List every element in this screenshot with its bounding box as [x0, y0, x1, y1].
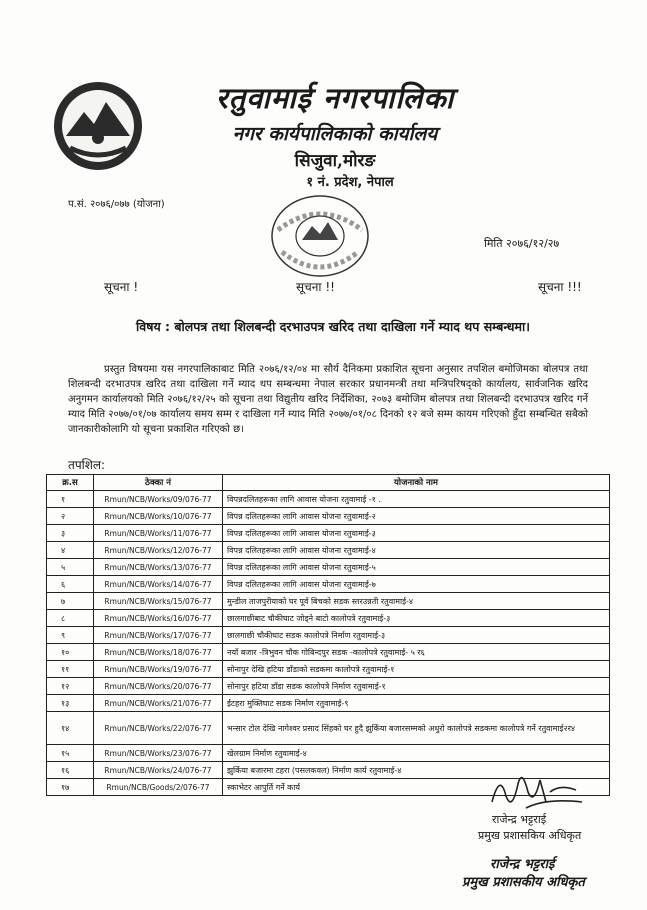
row-project-name: छालगाछीबाट चौकीघाट जोड्ने बाटो कालोपत्रे रतुवामाई-३	[223, 610, 610, 627]
municipality-name: रतुवामाई नगरपालिका	[215, 81, 455, 115]
signatory-title: प्रमुख प्रशासकिय अधिकृत	[478, 829, 582, 842]
row-project-name: सोनापुर देखि हटिया डाँडाको सडकमा कालोपत्रे रतुवामाई-१	[223, 661, 610, 678]
row-contract-number: Rmun/NCB/Works/15/076-77	[94, 593, 223, 610]
row-project-name: ईटहरा मुक्तिघाट सडक निर्माण रतुवामाई-९	[223, 695, 610, 712]
table-row	[47, 593, 610, 610]
row-project-name: मुन्डील ताजपुरीयाको घर पूर्व बिचको सडक स्तरउन्नती रतुवामाई-४	[223, 593, 610, 610]
header-project-name: योजनाको नाम	[223, 475, 610, 491]
row-serial: १४	[47, 712, 94, 745]
details-label: तपशिल:	[68, 458, 106, 472]
row-contract-number: Rmun/NCB/Works/13/076-77	[94, 559, 223, 576]
works-table	[46, 474, 610, 796]
row-project-name: भन्सार टोल देखि नागेश्वर प्रसाद सिंहको घर हुदै झुर्किया बजारसम्मको अधुरो कालोपत्रे सडकमा कालोपत्रे गर्ने रतुवामाई२र४	[223, 712, 610, 745]
row-project-name: विपन्न दलितहरूका लागि आवास योजना रतुवामाई-२	[223, 508, 610, 525]
signatory-name: राजेन्द्र भट्टराई	[492, 813, 547, 826]
row-contract-number: Rmun/NCB/Works/16/076-77	[94, 610, 223, 627]
row-project-name: विपन्न दलितहरूका लागि आवास योजना रतुवामाई-५	[223, 559, 610, 576]
office-seal-stamp	[268, 190, 372, 280]
table-row	[47, 712, 610, 745]
row-serial: १५	[47, 745, 94, 762]
table-header-row	[47, 475, 610, 491]
row-serial: १२	[47, 678, 94, 695]
row-project-name: विपन्नदलितहरूका लागि आवास योजना रतुवामाई -१ .	[223, 491, 610, 508]
table-row	[47, 508, 610, 525]
row-contract-number: Rmun/NCB/Works/20/076-77	[94, 678, 223, 695]
row-serial: ९	[47, 627, 94, 644]
row-contract-number: Rmun/NCB/Works/12/076-77	[94, 542, 223, 559]
row-contract-number: Rmun/NCB/Works/22/076-77	[94, 712, 223, 745]
row-contract-number: Rmun/NCB/Works/10/076-77	[94, 508, 223, 525]
row-serial: ४	[47, 542, 94, 559]
row-contract-number: Rmun/NCB/Works/11/076-77	[94, 525, 223, 542]
handwritten-signature	[486, 762, 586, 816]
row-project-name: विपन्न दलितहरूका लागि आवास योजना रतुवामाई-३	[223, 525, 610, 542]
row-project-name: झुर्किया बजारमा टहरा (पसलकवल) निर्माण कार्य रतुवामाई-४	[223, 762, 610, 779]
nepal-government-emblem-icon	[50, 78, 146, 174]
row-project-name: स्काभेटर आपुर्ति गर्ने कार्य	[223, 779, 610, 796]
table-row	[47, 525, 610, 542]
notice-heading-left: सूचना !	[104, 280, 139, 294]
row-serial: ३	[47, 525, 94, 542]
table-row	[47, 644, 610, 661]
row-project-name: छालगाछी चौकीघाट सडक कालोपत्रे निर्माण रतुवामाई-३	[223, 627, 610, 644]
row-project-name: विपन्न दलितहरूका लागि आवास योजना रतुवामाई-४	[223, 542, 610, 559]
row-serial: ६	[47, 576, 94, 593]
table-row	[47, 576, 610, 593]
row-contract-number: Rmun/NCB/Works/19/076-77	[94, 661, 223, 678]
notice-body: प्रस्तुत विषयमा यस नगरपालिकाबाट मिति २०७६/१२/०४ मा सौर्य दैनिकमा प्रकाशित सूचना अनुसार तपशिल बमोजिमका बोलपत्र तथा शिलबन्दी दरभाउपत्र खरिद तथा दाखिला गर्ने म्याद थप सम्बन्धमा नेपाल सरकार प्रधानमन्त्री तथा मन्त्रिपरिषद्को कार्यालय, सार्वजनिक खरिद अनुगमन कार्यालयको मिति २०७६/१२/२५ को सूचना तथा विद्युतीय खरिद निर्देशिका, २०७३ बमोजिम बोलपत्र तथा शिलबन्दी दरभाउपत्र खरिद गर्ने म्याद मिति २०७७/०१/०७ कार्यालय समय सम्म र दाखिला गर्ने म्याद मिति २०७७/०१/०८ दिनको १२ बजे सम्म कायम गरिएको हुँदा सम्बन्धित सबैको जानकारीकोलागि यो सूचना प्रकाशित गरिएको छ।	[68, 364, 588, 435]
table-row	[47, 627, 610, 644]
row-project-name: सोनापुर हटिया डाँडा सडक कालोपत्रे निर्माण रतुवामाई-१	[223, 678, 610, 695]
table-row	[47, 542, 610, 559]
office-name: नगर कार्यपालिकाको कार्यालय	[232, 123, 438, 145]
table-row	[47, 661, 610, 678]
row-contract-number: Rmun/NCB/Works/14/076-77	[94, 576, 223, 593]
table-row	[47, 559, 610, 576]
notice-heading-right: सूचना !!!	[538, 280, 582, 294]
row-project-name: नयाँ बजार -त्रिभुवन चौक गोबिन्दपुर सडक -कालोपत्रे रतुवामाई- ५ र६	[223, 644, 610, 661]
row-contract-number: Rmun/NCB/Works/21/076-77	[94, 695, 223, 712]
row-contract-number: Rmun/NCB/Works/18/076-77	[94, 644, 223, 661]
table-row	[47, 745, 610, 762]
reference-number: प.सं. २०७६/०७७ (योजना)	[68, 199, 165, 210]
row-project-name: खेलग्राम निर्माण रतुवामाई-४	[223, 745, 610, 762]
title-stamp: प्रमुख प्रशासकीय अधिकृत	[462, 875, 585, 890]
subject-line: विषय : बोलपत्र तथा शिलबन्दी दरभाउपत्र खरिद तथा दाखिला गर्ने म्याद थप सम्बन्धमा।	[136, 319, 530, 334]
row-contract-number: Rmun/NCB/Works/24/076-77	[94, 762, 223, 779]
table-row	[47, 491, 610, 508]
row-contract-number: Rmun/NCB/Works/09/076-77	[94, 491, 223, 508]
row-serial: १७	[47, 779, 94, 796]
row-serial: १	[47, 491, 94, 508]
header-serial: क्र.स	[47, 475, 94, 491]
name-stamp: राजेन्द्र भट्टराई	[490, 857, 555, 872]
province-line: १ नं. प्रदेश, नेपाल	[306, 175, 394, 190]
row-serial: ७	[47, 593, 94, 610]
row-contract-number: Rmun/NCB/Goods/2/076-77	[94, 779, 223, 796]
header-contract-number: ठेक्का नं	[94, 475, 223, 491]
row-serial: २	[47, 508, 94, 525]
row-project-name: विपन्न दलितहरूका लागि आवास योजना रतुवामाई-७	[223, 576, 610, 593]
row-serial: १६	[47, 762, 94, 779]
row-serial: ५	[47, 559, 94, 576]
table-row	[47, 678, 610, 695]
row-contract-number: Rmun/NCB/Works/17/076-77	[94, 627, 223, 644]
row-serial: १३	[47, 695, 94, 712]
row-serial: १०	[47, 644, 94, 661]
notice-heading-center: सूचना !!	[296, 280, 335, 294]
row-serial: ११	[47, 661, 94, 678]
office-location: सिजुवा,मोरङ	[294, 151, 376, 171]
document-date: मिति २०७६/१२/२७	[484, 237, 560, 250]
table-row	[47, 610, 610, 627]
row-serial: ८	[47, 610, 94, 627]
table-row	[47, 695, 610, 712]
row-contract-number: Rmun/NCB/Works/23/076-77	[94, 745, 223, 762]
